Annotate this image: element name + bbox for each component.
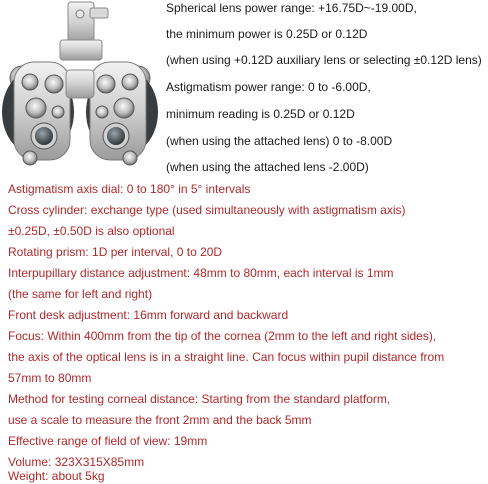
spec-line: Front desk adjustment: 16mm forward and backward: [8, 308, 289, 322]
spec-line: (when using the attached lens -2.00D): [166, 160, 369, 174]
spec-line: (the same for left and right): [8, 287, 153, 301]
spec-line: Cross cylinder: exchange type (used simultaneously with astigmatism axis): [8, 203, 406, 217]
spec-line: 57mm to 80mm: [8, 371, 92, 385]
spec-line: Focus: Within 400mm from the tip of the cornea (2mm to the left and right sides),: [8, 329, 437, 343]
spec-line: ±0.25D, ±0.50D is also optional: [8, 224, 175, 238]
phoropter-image: [0, 0, 160, 178]
spec-line: Interpupillary distance adjustment: 48mm to 80mm, each interval is 1mm: [8, 266, 394, 280]
spec-line: Method for testing corneal distance: Starting from the standard platform,: [8, 392, 391, 406]
spec-line: Effective range of field of view: 19mm: [8, 434, 208, 448]
spec-line: Weight: about 5kg: [8, 469, 105, 483]
spec-line: Volume: 323X315X85mm: [8, 455, 145, 469]
spec-line: Rotating prism: 1D per interval, 0 to 20D: [8, 245, 223, 259]
spec-line: the axis of the optical lens is in a straight line. Can focus within pupil distance from: [8, 350, 445, 364]
spec-line: (when using the attached lens) 0 to -8.00D: [166, 134, 393, 148]
spec-line: (when using +0.12D auxiliary lens or selecting ±0.12D lens): [166, 53, 482, 67]
spec-line: the minimum power is 0.25D or 0.12D: [166, 27, 368, 41]
spec-line: Spherical lens power range: +16.75D~-19.00D,: [166, 1, 417, 15]
spec-line: Astigmatism axis dial: 0 to 180° in 5° intervals: [8, 182, 251, 196]
spec-line: use a scale to measure the front 2mm and the back 5mm: [8, 413, 312, 427]
spec-line: minimum reading is 0.25D or 0.12D: [166, 107, 355, 121]
spec-line: Astigmatism power range: 0 to -6.00D,: [166, 80, 371, 94]
